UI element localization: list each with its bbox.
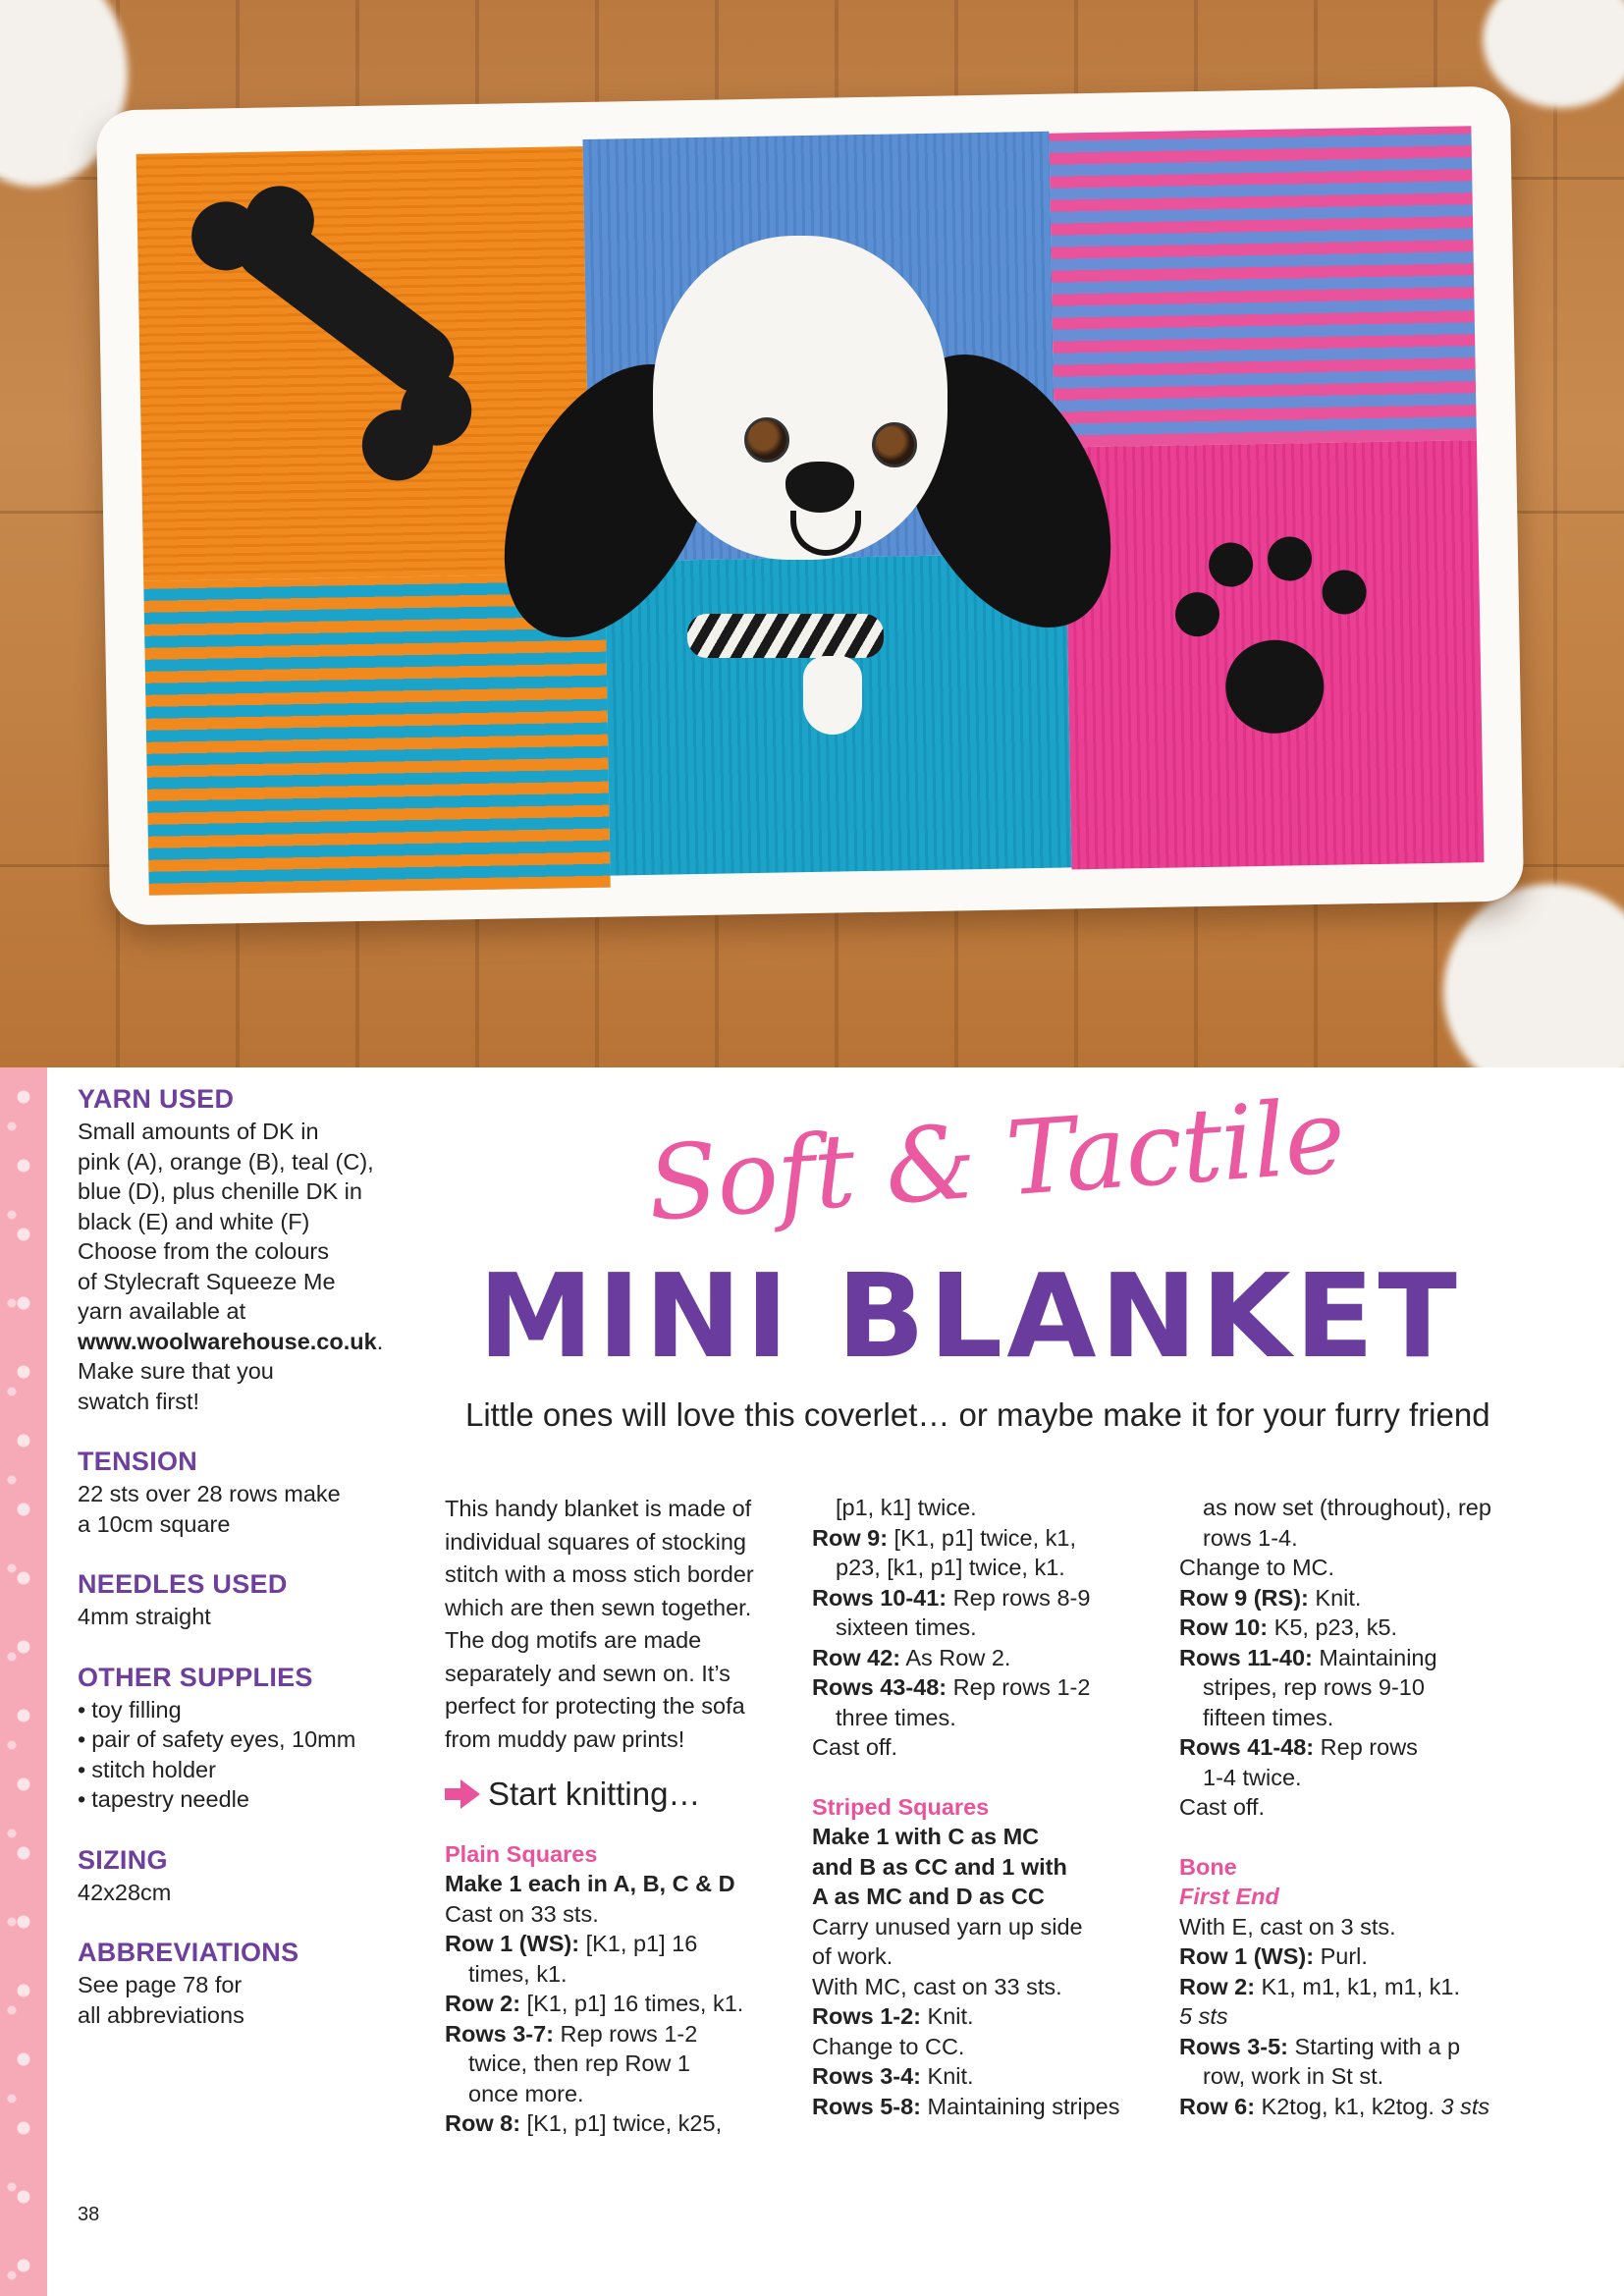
instruction-row: Row 2: [K1, p1] 16 times, k1.: [445, 1991, 744, 2016]
subsection-heading: First End: [1179, 1884, 1279, 1909]
page-subtitle: Little ones will love this coverlet… or maybe make it for your furry friend: [465, 1396, 1490, 1433]
tension-heading: TENSION: [78, 1447, 198, 1476]
instruction-continuation: times, k1.: [468, 1960, 568, 1987]
row-label: Rows 10-41:: [812, 1584, 947, 1611]
instruction-continuation: p23, [k1, p1] twice, k1.: [836, 1555, 1065, 1580]
instruction-continuation: as now set (throughout), rep: [1203, 1495, 1491, 1520]
instruction-row: Row 6: K2tog, k1, k2tog. 3 sts: [1179, 2093, 1490, 2119]
yarn-line: blue (D), plus chenille DK in: [78, 1178, 362, 1204]
yarn-line: Small amounts of DK in: [78, 1119, 319, 1144]
dog-left-eye: [744, 417, 789, 463]
instruction-line: Carry unused yarn up side: [812, 1913, 1083, 1940]
instruction-row: Row 2: K1, m1, k1, m1, k1.: [1179, 1973, 1460, 1999]
sizing-line: 42x28cm: [78, 1879, 172, 1905]
instruction-continuation: twice, then rep Row 1: [468, 2050, 690, 2076]
intro-line: The dog motifs are made: [445, 1627, 702, 1653]
instruction-note: Make 1 each in A, B, C & D: [445, 1871, 735, 1896]
tension-line: a 10cm square: [78, 1510, 231, 1537]
row-label: Rows 41-48:: [1179, 1734, 1315, 1760]
url-suffix: .: [376, 1328, 384, 1354]
list-item: • tapestry needle: [78, 1784, 392, 1815]
col2-instructions: [812, 1493, 1156, 2121]
needles-line: 4mm straight: [78, 1604, 211, 1629]
instruction-row: Row 8: [K1, p1] twice, k25,: [445, 2110, 723, 2136]
dog-tag: [803, 656, 862, 735]
instruction-continuation: rows 1-4.: [1203, 1524, 1298, 1551]
row-label: Rows 3-5:: [1179, 2033, 1288, 2059]
instruction-row: Rows 1-2: Knit.: [812, 2003, 974, 2029]
abbreviations-line: all abbreviations: [78, 2001, 244, 2028]
instruction-continuation: [p1, k1] twice.: [836, 1495, 977, 1520]
intro-line: perfect for protecting the sofa: [445, 1693, 745, 1719]
sizing-heading: SIZING: [78, 1844, 168, 1875]
instruction-row: Row 9 (RS): Knit.: [1179, 1584, 1362, 1611]
intro-line: which are then sewn together.: [445, 1594, 752, 1620]
yarn-line: black (E) and white (F): [78, 1208, 310, 1234]
instruction-row: Rows 11-40: Maintaining: [1179, 1644, 1437, 1670]
instruction-row: Rows 5-8: Maintaining stripes: [812, 2093, 1120, 2119]
section-heading: Plain Squares: [445, 1840, 598, 1867]
instruction-continuation: stripes, rep rows 9-10: [1203, 1674, 1425, 1700]
dog-collar: [687, 614, 884, 658]
row-label: Rows 43-48:: [812, 1674, 947, 1700]
abbreviations-line: See page 78 for: [78, 1972, 243, 1997]
row-label: Rows 11-40:: [1179, 1644, 1313, 1670]
instruction-continuation: 1-4 twice.: [1203, 1764, 1302, 1790]
section-heading: Striped Squares: [812, 1793, 990, 1820]
yarn-line: of Stylecraft Squeeze Me: [78, 1268, 336, 1294]
abbreviations-section: [78, 1938, 392, 2030]
instruction-row: Rows 41-48: Rep rows: [1179, 1734, 1418, 1760]
intro-line: This handy blanket is made of: [445, 1496, 752, 1521]
needles-heading: NEEDLES USED: [78, 1569, 288, 1599]
row-label: Row 6:: [1179, 2093, 1256, 2119]
instruction-line: Cast on 33 sts.: [445, 1900, 599, 1927]
instruction-continuation: fifteen times.: [1203, 1704, 1334, 1730]
intro-line: from muddy paw prints!: [445, 1725, 685, 1752]
instruction-row: Rows 3-4: Knit.: [812, 2063, 974, 2089]
supplies-heading: OTHER SUPPLIES: [78, 1662, 313, 1692]
instruction-continuation: once more.: [468, 2080, 584, 2106]
yarn-line: swatch first!: [78, 1388, 200, 1414]
instruction-row: Rows 3-5: Starting with a p: [1179, 2033, 1461, 2059]
pattern-column-1: [445, 1493, 779, 2139]
row-label: Rows 3-7:: [445, 2020, 554, 2047]
dog-right-eye: [872, 422, 917, 467]
yarn-line: yarn available at: [78, 1298, 246, 1324]
row-label: Row 8:: [445, 2110, 521, 2136]
row-label: Row 10:: [1179, 1614, 1269, 1640]
arrow-right-icon: [445, 1779, 480, 1809]
pattern-column-3: [1179, 1493, 1533, 2121]
intro-line: stitch with a moss stich border: [445, 1561, 754, 1587]
yarn-line: Make sure that you: [78, 1358, 274, 1384]
list-item: • toy filling: [78, 1695, 392, 1725]
start-knitting-label: Start knitting…: [488, 1776, 701, 1812]
instruction-continuation: sixteen times.: [836, 1614, 977, 1640]
instruction-line: Change to MC.: [1179, 1555, 1335, 1580]
instruction-line: With MC, cast on 33 sts.: [812, 1973, 1062, 1999]
list-item: • stitch holder: [78, 1755, 392, 1785]
intro-line: individual squares of stocking: [445, 1528, 746, 1555]
materials-sidebar: [78, 1084, 392, 2060]
intro-line: separately and sewn on. It’s: [445, 1660, 731, 1686]
pink-blue-striped-square: [1049, 126, 1477, 447]
row-label: Row 2:: [445, 1991, 521, 2016]
page-number: 38: [78, 2204, 100, 2225]
tension-line: 22 sts over 28 rows make: [78, 1481, 341, 1506]
blanket-photo: [0, 0, 1624, 1067]
instruction-note: A as MC and D as CC: [812, 1884, 1045, 1909]
instruction-row: Rows 10-41: Rep rows 8-9: [812, 1584, 1091, 1611]
yarn-section: [78, 1084, 392, 1416]
yarn-heading: YARN USED: [78, 1084, 235, 1114]
row-label: Rows 3-4:: [812, 2063, 921, 2089]
tension-section: [78, 1447, 392, 1539]
instruction-line: of work.: [812, 1943, 893, 1969]
start-knitting-heading: [445, 1776, 779, 1812]
yarn-line: Choose from the colours: [78, 1238, 330, 1264]
row-label: Rows 1-2:: [812, 2003, 921, 2029]
instruction-row: Row 10: K5, p23, k5.: [1179, 1614, 1398, 1640]
instruction-line: Change to CC.: [812, 2033, 965, 2059]
instruction-continuation: row, work in St st.: [1203, 2063, 1384, 2089]
instruction-line: With E, cast on 3 sts.: [1179, 1913, 1396, 1940]
row-label: Row 42:: [812, 1644, 901, 1670]
row-label: Row 1 (WS):: [445, 1931, 580, 1956]
row-label: Row 9 (RS):: [1179, 1584, 1309, 1611]
instruction-row: Rows 3-7: Rep rows 1-2: [445, 2020, 698, 2047]
page-title: MINI BLANKET: [478, 1248, 1461, 1384]
supplies-list: [78, 1695, 392, 1815]
abbreviations-heading: ABBREVIATIONS: [78, 1938, 299, 1967]
instruction-line: Cast off.: [1179, 1794, 1266, 1820]
instruction-line: Cast off.: [812, 1734, 898, 1760]
intro-paragraph: [445, 1493, 779, 1756]
decorative-floral-strip: [0, 1067, 47, 2296]
instruction-row: Row 9: [K1, p1] twice, k1,: [812, 1524, 1077, 1551]
row-label: Rows 5-8:: [812, 2093, 921, 2119]
row-label: Row 2:: [1179, 1973, 1256, 1999]
script-title: Soft & Tactile: [643, 1075, 1348, 1244]
needles-section: [78, 1569, 392, 1632]
pattern-column-2: [812, 1493, 1156, 2121]
section-heading: Bone: [1179, 1853, 1237, 1880]
sizing-section: [78, 1845, 392, 1908]
col1-instructions: [445, 1839, 779, 2139]
list-item: • pair of safety eyes, 10mm: [78, 1724, 392, 1755]
yarn-supplier-url: www.woolwarehouse.co.uk: [78, 1328, 377, 1354]
yarn-line: pink (A), orange (B), teal (C),: [78, 1148, 374, 1175]
supplies-section: [78, 1663, 392, 1815]
instruction-continuation: three times.: [836, 1704, 956, 1730]
instruction-note: Make 1 with C as MC: [812, 1824, 1040, 1849]
instruction-note: and B as CC and 1 with: [812, 1853, 1067, 1880]
col3-instructions: [1179, 1493, 1533, 2121]
instruction-row: Row 1 (WS): [K1, p1] 16: [445, 1931, 698, 1956]
stitch-count: 3 sts: [1434, 2093, 1490, 2119]
instruction-row: Rows 43-48: Rep rows 1-2: [812, 1674, 1091, 1700]
instruction-row: Row 1 (WS): Purl.: [1179, 1943, 1368, 1969]
stitch-count: 5 sts: [1179, 2003, 1228, 2029]
instruction-row: Row 42: As Row 2.: [812, 1644, 1011, 1670]
row-label: Row 1 (WS):: [1179, 1943, 1315, 1969]
row-label: Row 9:: [812, 1524, 889, 1551]
